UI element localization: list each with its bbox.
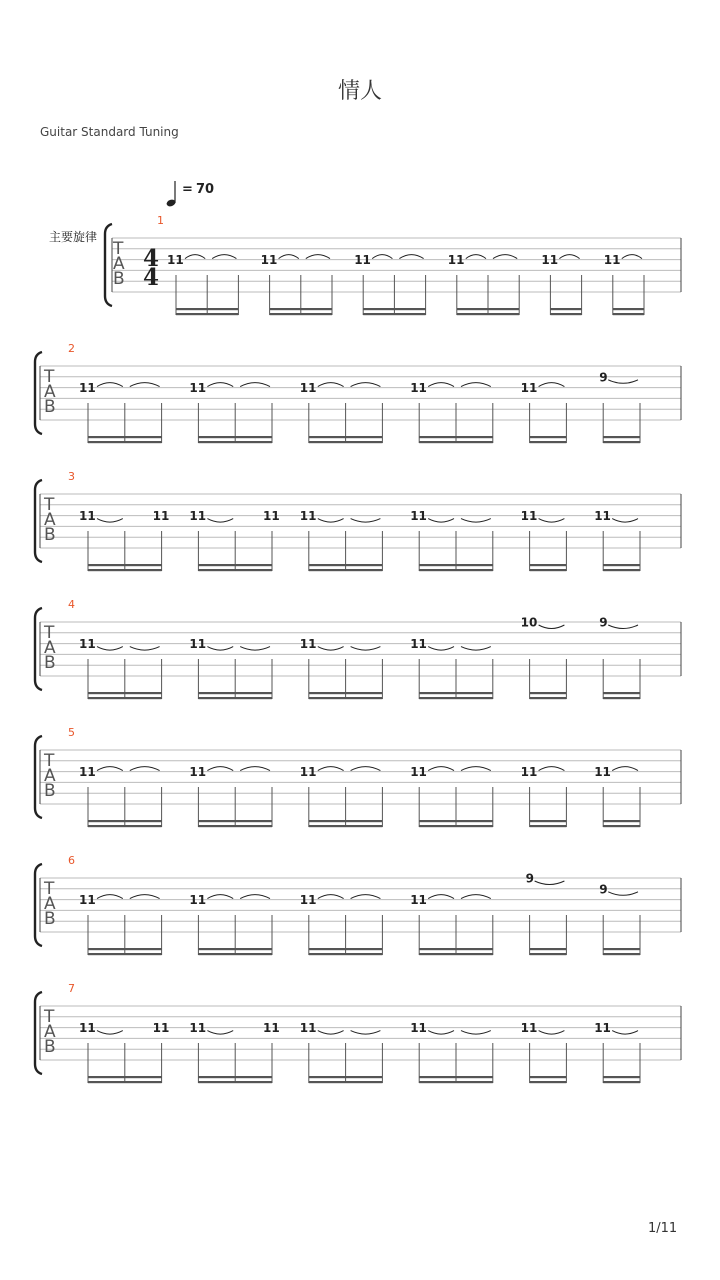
tie-curve <box>372 255 392 259</box>
beam <box>530 825 567 827</box>
fret-number: 11 <box>299 893 317 908</box>
beam <box>603 948 640 950</box>
beam <box>530 569 567 571</box>
tab-system <box>105 214 681 315</box>
tie-curve <box>240 767 270 771</box>
fret-number: 11 <box>299 381 317 396</box>
fret-number: 11 <box>594 1021 611 1036</box>
tie-curve <box>207 895 233 899</box>
fret-number: 11 <box>520 381 538 396</box>
beam <box>530 436 567 438</box>
tie-curve <box>608 892 638 896</box>
tie-curve <box>622 255 642 259</box>
tie-curve <box>539 519 565 523</box>
tie-curve <box>612 767 638 771</box>
tie-curve <box>130 647 160 651</box>
fret-number: 11 <box>410 893 427 908</box>
tie-curve <box>428 383 454 387</box>
measure-number: 1 <box>157 214 164 227</box>
beam <box>530 692 567 694</box>
tab-clef-letter: B <box>44 653 56 673</box>
tie-curve <box>461 519 491 523</box>
fret-number: 11 <box>299 637 317 652</box>
tie-curve <box>428 1031 454 1035</box>
beam <box>603 436 640 438</box>
fret-number: 11 <box>79 637 96 652</box>
system-bracket <box>105 224 112 306</box>
tie-curve <box>399 255 423 259</box>
fret-number: 11 <box>299 509 317 524</box>
beam <box>603 441 640 443</box>
tie-curve <box>97 1031 123 1035</box>
fret-number: 9 <box>525 871 534 886</box>
tie-curve <box>318 519 344 523</box>
tab-clef-letter: A <box>44 894 56 914</box>
tab-system <box>35 470 681 571</box>
tie-curve <box>539 383 565 387</box>
tab-clef-letter: B <box>44 525 56 545</box>
tie-curve <box>130 895 160 899</box>
fret-number: 11 <box>152 1021 170 1036</box>
tab-clef-letter: B <box>113 269 125 289</box>
system-bracket <box>35 992 42 1074</box>
tie-curve <box>608 380 638 384</box>
tie-curve <box>612 1031 638 1035</box>
tie-curve <box>212 255 236 259</box>
tie-curve <box>539 767 565 771</box>
tie-curve <box>207 767 233 771</box>
fret-number: 11 <box>410 1021 427 1036</box>
tie-curve <box>612 519 638 523</box>
fret-number: 11 <box>189 509 207 524</box>
beam <box>603 569 640 571</box>
beam <box>603 825 640 827</box>
fret-number: 9 <box>599 370 608 385</box>
tie-curve <box>318 647 344 651</box>
tab-system <box>35 598 681 699</box>
fret-number: 11 <box>263 1021 280 1036</box>
beam <box>530 820 567 822</box>
measure-number: 5 <box>68 726 75 739</box>
tie-curve <box>461 767 491 771</box>
beam <box>530 1081 567 1083</box>
tab-clef-letter: B <box>44 781 56 801</box>
tab-clef-letter: T <box>44 367 55 387</box>
fret-number: 11 <box>410 765 427 780</box>
tab-clef-letter: A <box>44 510 56 530</box>
fret-number: 11 <box>594 765 611 780</box>
tie-curve <box>461 895 491 899</box>
fret-number: 11 <box>189 637 207 652</box>
measure-number: 4 <box>68 598 75 611</box>
fret-number: 11 <box>79 509 96 524</box>
tie-curve <box>97 647 123 651</box>
tie-curve <box>428 767 454 771</box>
tie-curve <box>351 647 381 651</box>
tie-curve <box>240 647 270 651</box>
measure-number: 2 <box>68 342 75 355</box>
tie-curve <box>318 895 344 899</box>
tie-curve <box>97 895 123 899</box>
fret-number: 11 <box>79 893 96 908</box>
fret-number: 11 <box>79 381 96 396</box>
tie-curve <box>559 255 579 259</box>
beam <box>603 1076 640 1078</box>
fret-number: 11 <box>189 381 207 396</box>
tie-curve <box>318 383 344 387</box>
fret-number: 11 <box>79 1021 96 1036</box>
tie-curve <box>207 1031 233 1035</box>
tie-curve <box>608 625 638 629</box>
beam <box>530 1076 567 1078</box>
system-bracket <box>35 736 42 818</box>
time-signature-denominator: 4 <box>143 264 160 291</box>
fret-number: 11 <box>520 765 538 780</box>
tie-curve <box>539 1031 565 1035</box>
beam <box>530 953 567 955</box>
fret-number: 11 <box>299 765 317 780</box>
tie-curve <box>97 767 123 771</box>
track-name: 主要旋律 <box>49 230 98 244</box>
tie-curve <box>466 255 486 259</box>
fret-number: 11 <box>594 509 611 524</box>
fret-number: 11 <box>260 253 278 268</box>
fret-number: 11 <box>189 1021 207 1036</box>
fret-number: 11 <box>152 509 170 524</box>
system-bracket <box>35 480 42 562</box>
tab-system <box>35 726 681 827</box>
fret-number: 11 <box>189 765 207 780</box>
fret-number: 11 <box>167 253 184 268</box>
tie-curve <box>97 519 123 523</box>
fret-number: 11 <box>79 765 96 780</box>
tab-clef-letter: A <box>44 1022 56 1042</box>
tab-clef-letter: A <box>44 382 56 402</box>
tab-system <box>35 342 681 443</box>
fret-number: 11 <box>189 893 207 908</box>
beam <box>530 441 567 443</box>
beam <box>603 1081 640 1083</box>
tie-curve <box>539 625 565 629</box>
tab-systems <box>35 214 681 1083</box>
beam <box>530 564 567 566</box>
tie-curve <box>130 767 160 771</box>
fret-number: 11 <box>263 509 280 524</box>
tie-curve <box>351 519 381 523</box>
fret-number: 10 <box>520 615 538 630</box>
beam <box>603 692 640 694</box>
tab-clef-letter: T <box>44 623 55 643</box>
fret-number: 11 <box>410 637 427 652</box>
tie-curve <box>351 383 381 387</box>
fret-number: 11 <box>410 381 427 396</box>
tab-clef-letter: T <box>44 879 55 899</box>
beam <box>613 308 644 310</box>
tab-clef-letter: A <box>113 254 125 274</box>
tie-curve <box>207 519 233 523</box>
tie-curve <box>535 881 565 885</box>
fret-number: 11 <box>541 253 559 268</box>
system-bracket <box>35 864 42 946</box>
tie-curve <box>428 895 454 899</box>
tie-curve <box>351 1031 381 1035</box>
tie-curve <box>318 767 344 771</box>
tie-curve <box>306 255 330 259</box>
tab-clef-letter: T <box>44 495 55 515</box>
beam <box>603 564 640 566</box>
tab-system <box>35 854 681 955</box>
tab-clef-letter: T <box>44 751 55 771</box>
tie-curve <box>461 647 491 651</box>
beam <box>603 820 640 822</box>
tie-curve <box>428 647 454 651</box>
measure-number: 6 <box>68 854 75 867</box>
tempo-value: 70 <box>196 182 215 197</box>
time-signature-numerator: 4 <box>143 245 160 272</box>
tempo-equals: = <box>182 182 193 197</box>
fret-number: 11 <box>299 1021 317 1036</box>
tie-curve <box>240 895 270 899</box>
tuning-label: Guitar Standard Tuning <box>40 125 179 139</box>
tab-clef-letter: A <box>44 766 56 786</box>
tab-clef-letter: T <box>44 1007 55 1027</box>
tab-clef-letter: B <box>44 1037 56 1057</box>
tab-clef-letter: A <box>44 638 56 658</box>
tie-curve <box>279 255 299 259</box>
tie-curve <box>97 383 123 387</box>
fret-number: 11 <box>520 509 538 524</box>
tab-clef-letter: T <box>113 239 124 259</box>
measure-number: 7 <box>68 982 75 995</box>
fret-number: 9 <box>599 615 608 630</box>
fret-number: 11 <box>410 509 427 524</box>
tie-curve <box>461 1031 491 1035</box>
tie-curve <box>130 383 160 387</box>
fret-number: 11 <box>354 253 371 268</box>
page-number: 1/11 <box>648 1221 678 1236</box>
fret-number: 11 <box>520 1021 538 1036</box>
system-bracket <box>35 608 42 690</box>
song-title: 情人 <box>337 79 382 104</box>
fret-number: 11 <box>603 253 621 268</box>
tie-curve <box>185 255 205 259</box>
fret-number: 11 <box>447 253 465 268</box>
tie-curve <box>240 383 270 387</box>
beam <box>613 313 644 315</box>
system-bracket <box>35 352 42 434</box>
tie-curve <box>351 895 381 899</box>
beam <box>530 697 567 699</box>
tie-curve <box>207 647 233 651</box>
tab-system <box>35 982 681 1083</box>
tie-curve <box>428 519 454 523</box>
measure-number: 3 <box>68 470 75 483</box>
tie-curve <box>318 1031 344 1035</box>
tab-clef-letter: B <box>44 397 56 417</box>
beam <box>550 308 581 310</box>
beam <box>530 948 567 950</box>
beam <box>550 313 581 315</box>
fret-number: 9 <box>599 882 608 897</box>
beam <box>603 953 640 955</box>
tab-clef-letter: B <box>44 909 56 929</box>
tie-curve <box>351 767 381 771</box>
tempo-marking <box>166 181 214 208</box>
tie-curve <box>207 383 233 387</box>
tie-curve <box>493 255 517 259</box>
tie-curve <box>461 383 491 387</box>
beam <box>603 697 640 699</box>
